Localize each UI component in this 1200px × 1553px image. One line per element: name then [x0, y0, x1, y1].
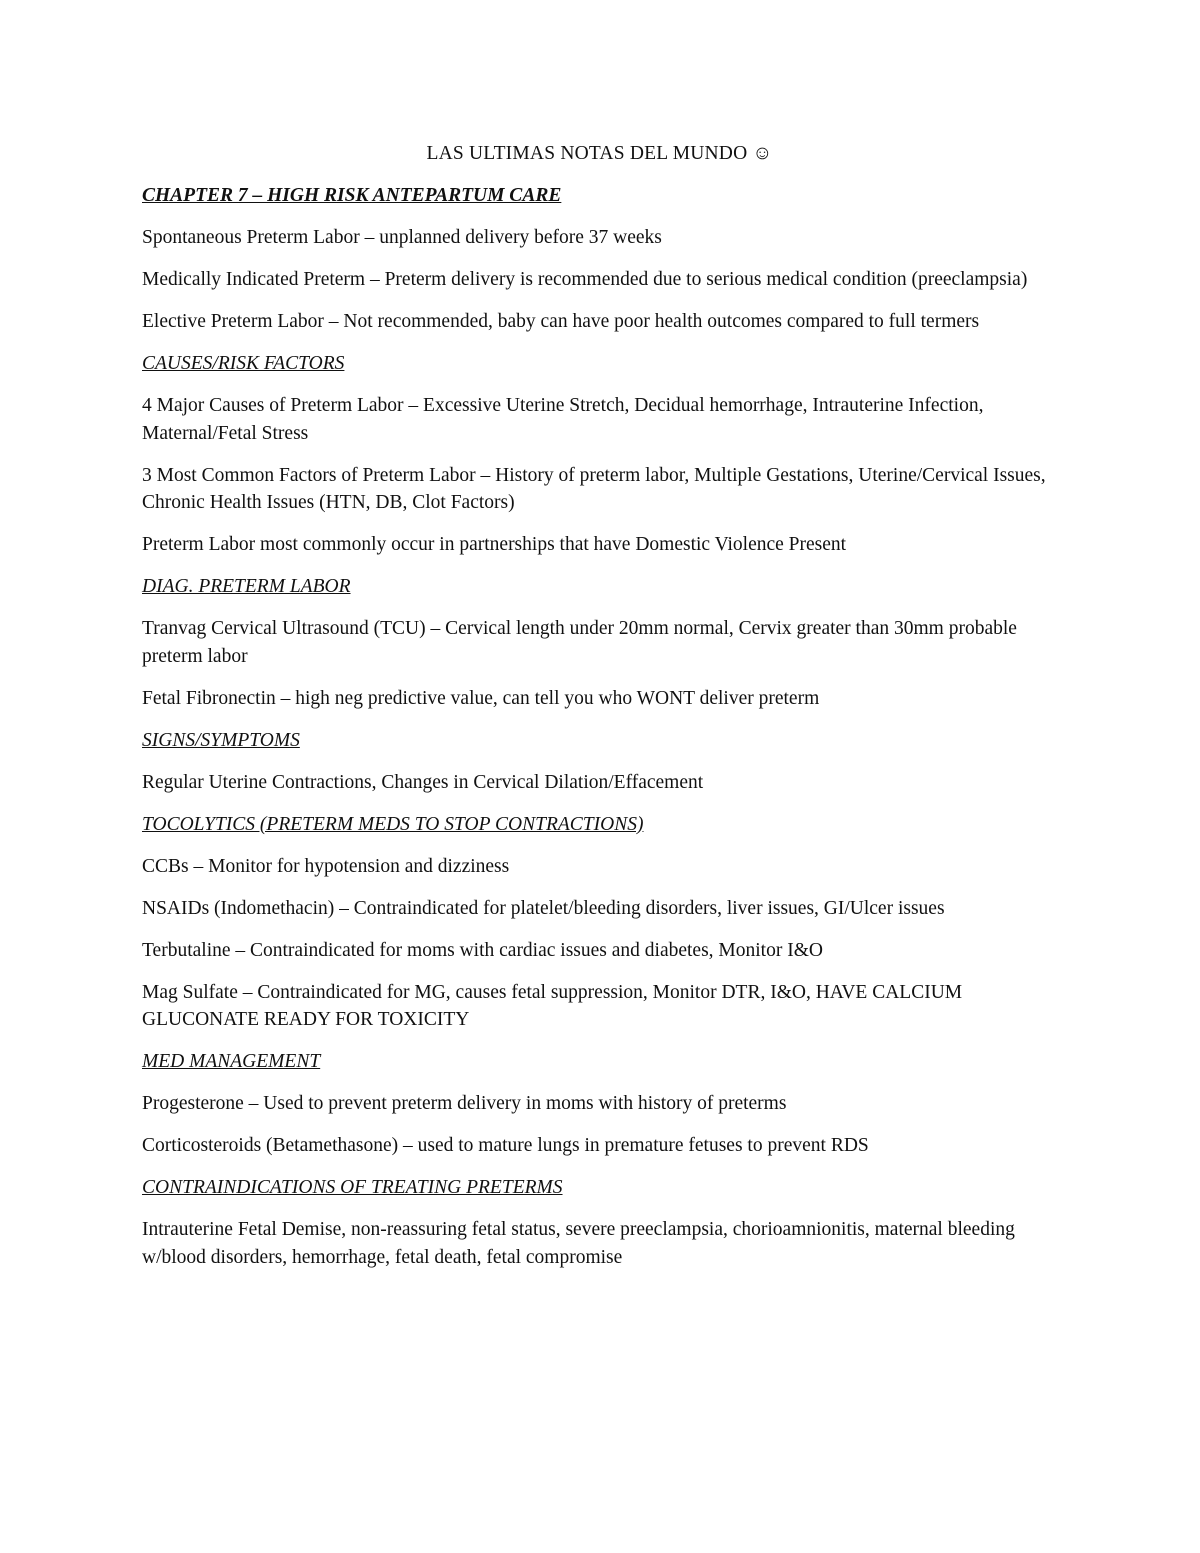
section-paragraph: Preterm Labor most commonly occur in partnerships that have Domestic Violence Present — [142, 534, 847, 555]
section-heading-diagnosis: DIAG. PRETERM LABOR — [142, 576, 351, 597]
intro-paragraph: Elective Preterm Labor – Not recommended, baby can have poor health outcomes compared to full termers — [142, 311, 980, 332]
section-paragraph: Mag Sulfate – Contraindicated for MG, causes fetal suppression, Monitor DTR, I&O, HAVE CALCIUM GLUCONATE READY FOR TOXICITY — [142, 981, 963, 1030]
section-heading-med-management: MED MANAGEMENT — [142, 1051, 321, 1072]
section-paragraph: Intrauterine Fetal Demise, non-reassuring fetal status, severe preeclampsia, chorioamnionitis, maternal bleeding w/blood disorders, hemorrhage, fetal death, fetal compromise — [142, 1219, 1015, 1268]
section-paragraph: NSAIDs (Indomethacin) – Contraindicated for platelet/bleeding disorders, liver issues, GI/Ulcer issues — [142, 897, 945, 919]
document-page — [142, 140, 1057, 1286]
section-heading-causes: CAUSES/RISK FACTORS — [142, 353, 345, 374]
section-heading-contraindications: CONTRAINDICATIONS OF TREATING PRETERMS — [142, 1177, 563, 1198]
section-heading-signs-symptoms: SIGNS/SYMPTOMS — [142, 729, 300, 751]
section-paragraph: 3 Most Common Factors of Preterm Labor – History of preterm labor, Multiple Gestations, Uterine/Cervical Issues, Chronic Health Issues (HTN, DB, Clot Factors) — [142, 464, 1046, 513]
section-paragraph: CCBs – Monitor for hypotension and dizziness — [142, 855, 510, 877]
document-title: LAS ULTIMAS NOTAS DEL MUNDO ☺ — [426, 143, 773, 164]
section-paragraph: Terbutaline – Contraindicated for moms with cardiac issues and diabetes, Monitor I&O — [142, 939, 823, 961]
section-paragraph: Tranvag Cervical Ultrasound (TCU) – Cervical length under 20mm normal, Cervix greater than 30mm probable preterm labor — [142, 618, 1017, 667]
section-paragraph: Regular Uterine Contractions, Changes in Cervical Dilation/Effacement — [142, 771, 704, 793]
chapter-heading: CHAPTER 7 – HIGH RISK ANTEPARTUM CARE — [142, 185, 562, 206]
intro-paragraph: Spontaneous Preterm Labor – unplanned delivery before 37 weeks — [142, 227, 662, 248]
section-paragraph: Fetal Fibronectin – high neg predictive value, can tell you who WONT deliver preterm — [142, 687, 820, 709]
section-paragraph: 4 Major Causes of Preterm Labor – Excessive Uterine Stretch, Decidual hemorrhage, Intrauterine Infection, Maternal/Fetal Stress — [142, 395, 984, 444]
section-paragraph: Corticosteroids (Betamethasone) – used to mature lungs in premature fetuses to prevent RDS — [142, 1135, 869, 1156]
section-heading-tocolytics: TOCOLYTICS (PRETERM MEDS TO STOP CONTRACTIONS) — [142, 813, 644, 835]
section-paragraph: Progesterone – Used to prevent preterm delivery in moms with history of preterms — [142, 1093, 787, 1114]
intro-paragraph: Medically Indicated Preterm – Preterm delivery is recommended due to serious medical condition (preeclampsia) — [142, 269, 1028, 290]
